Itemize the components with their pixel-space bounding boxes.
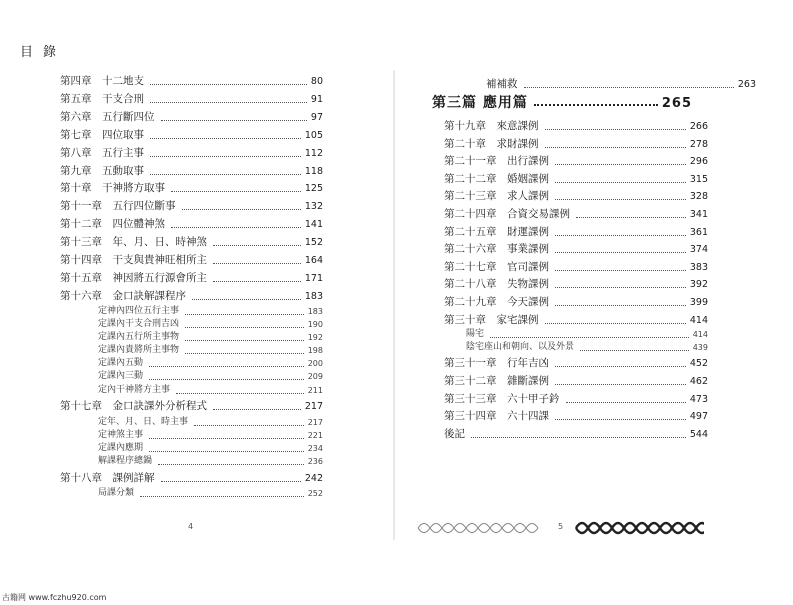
- entry-page: 209: [307, 372, 323, 382]
- entry-page: 152: [304, 237, 323, 249]
- entry-title: 第二十八章 失物課例: [444, 278, 549, 291]
- leader-dots: [555, 419, 686, 420]
- entry-title: 定神煞主事: [98, 429, 144, 440]
- toc-entry: [60, 472, 323, 485]
- entry-title: 第三十三章 六十甲子鈐: [444, 392, 560, 405]
- leader-dots: [555, 305, 686, 306]
- toc-subentry: [98, 416, 323, 429]
- entry-page: 361: [689, 226, 708, 238]
- entry-title: 陰宅座山和朝向、以及外景: [466, 341, 575, 352]
- leader-dots: [545, 147, 686, 148]
- toc-entry: [60, 236, 323, 249]
- entry-page: 278: [689, 138, 708, 150]
- leader-dots: [185, 340, 304, 341]
- entry-title: 第七章 四位取事: [60, 128, 144, 141]
- toc-header: 目錄: [20, 45, 67, 60]
- entry-title: 第三十二章 雜斷課例: [444, 375, 549, 387]
- leader-dots: [149, 379, 304, 380]
- leader-dots: [580, 350, 689, 351]
- entry-page: 497: [689, 411, 708, 423]
- entry-title: 解課程序總鍋: [98, 455, 153, 466]
- entry-page: 200: [307, 359, 323, 369]
- entry-title: 第六章 五行斷四位: [60, 110, 155, 123]
- toc-entry: [444, 296, 708, 309]
- toc-entry: [60, 93, 323, 106]
- leader-dots: [555, 252, 686, 253]
- entry-title: 第十六章 金口訣解課程序: [60, 289, 186, 302]
- toc-entry: [444, 173, 708, 186]
- leader-dots: [555, 199, 686, 200]
- entry-page: 91: [310, 93, 323, 105]
- leader-dots: [524, 87, 734, 88]
- entry-page: 341: [689, 209, 708, 220]
- leader-dots: [161, 120, 307, 121]
- entry-page: 192: [307, 333, 323, 343]
- entry-title: 定課內應期: [98, 442, 144, 453]
- entry-title: 後記: [444, 427, 465, 440]
- entry-page: 183: [304, 290, 323, 302]
- entry-title: 第三十章 家宅課例: [444, 313, 539, 326]
- entry-title: 第十四章 干支與貴神旺相所主: [60, 254, 207, 266]
- leader-dots: [149, 451, 304, 452]
- entry-title: 第十一章 五行四位斷事: [60, 200, 176, 213]
- part-heading: [432, 97, 692, 110]
- leader-dots: [150, 156, 301, 157]
- leader-dots: [555, 182, 686, 183]
- entry-title: 第十二章 四位體神煞: [60, 218, 165, 231]
- entry-page: 315: [689, 173, 708, 185]
- leader-dots: [192, 299, 301, 300]
- leader-dots: [149, 366, 304, 367]
- entry-title: 第三十一章 行年吉凶: [444, 357, 549, 370]
- toc-entry: [444, 393, 708, 406]
- toc-subentry: [98, 384, 323, 397]
- leader-dots: [471, 437, 686, 438]
- leader-dots: [213, 245, 301, 246]
- toc-entry: [444, 138, 708, 151]
- entry-title: 定課內貴將所主事物: [98, 345, 180, 356]
- toc-subentry: [98, 487, 323, 500]
- leader-dots: [176, 393, 304, 394]
- leader-dots: [150, 174, 301, 175]
- entry-page: 392: [689, 279, 708, 291]
- toc-subentry: [98, 442, 323, 455]
- toc-subentry: [98, 357, 323, 370]
- toc-entry: [444, 243, 708, 256]
- entry-title: 定年、月、日、時主事: [98, 416, 189, 427]
- entry-title: 第二十四章 合資交易課例: [444, 208, 570, 220]
- toc-entry: [60, 111, 323, 124]
- entry-page: 399: [689, 297, 708, 308]
- entry-page: 198: [307, 346, 323, 356]
- entry-page: 439: [692, 342, 708, 352]
- toc-subentry: [466, 328, 708, 341]
- entry-page: 252: [307, 488, 323, 498]
- entry-page: 125: [304, 183, 323, 195]
- leader-dots: [150, 84, 307, 85]
- entry-title: 定課內五動: [98, 358, 144, 369]
- entry-title: 第五章 干支合刑: [60, 92, 144, 105]
- right-page: [396, 0, 793, 605]
- leader-dots: [555, 164, 686, 165]
- toc-entry: [60, 218, 323, 231]
- ornament-band-right: [574, 514, 704, 542]
- toc-subentry: [98, 305, 323, 318]
- toc-entry: [60, 254, 323, 267]
- entry-page: 383: [689, 261, 708, 273]
- leader-dots: [150, 102, 307, 103]
- entry-title: 第二十五章 財運課例: [444, 225, 549, 238]
- entry-page: 234: [307, 443, 323, 453]
- toc-entry: [444, 278, 708, 291]
- entry-page: 473: [689, 393, 708, 405]
- page-gutter: [393, 70, 395, 540]
- entry-page: 374: [689, 244, 708, 256]
- toc-entry: [444, 410, 708, 423]
- entry-page: 296: [689, 156, 708, 168]
- toc-subentry: [466, 341, 708, 354]
- leader-dots: [555, 270, 686, 271]
- leader-dots: [149, 438, 304, 439]
- ornament-band-left: [416, 514, 539, 542]
- toc-entry: [60, 272, 323, 285]
- toc-entry: [60, 400, 323, 413]
- entry-title: 第二十一章 出行課例: [444, 155, 549, 168]
- toc-subentry: [98, 318, 323, 331]
- leader-dots: [158, 464, 304, 465]
- leader-dots: [185, 353, 304, 354]
- leader-dots: [213, 281, 301, 282]
- entry-page: 171: [304, 272, 323, 284]
- entry-page: 164: [304, 255, 323, 266]
- leader-dots: [490, 337, 689, 338]
- part-title: 第三篇 應用篇: [432, 95, 528, 111]
- leader-dots: [555, 235, 686, 236]
- entry-page: 462: [689, 376, 708, 387]
- entry-title: 第三十四章 六十四課: [444, 410, 549, 423]
- toc-entry: [444, 314, 708, 327]
- leader-dots: [171, 227, 301, 228]
- site-footer: 古籍网 www.fczhu920.com: [2, 593, 107, 602]
- leader-dots: [140, 496, 304, 497]
- leader-dots: [555, 384, 686, 385]
- toc-entry: [60, 147, 323, 160]
- entry-page: 97: [310, 111, 323, 123]
- entry-page: 242: [304, 472, 323, 484]
- leader-dots: [545, 323, 686, 324]
- toc-entry: [444, 375, 708, 388]
- entry-title: 陽宅: [466, 329, 485, 340]
- entry-title: 第十八章 課例詳解: [60, 471, 155, 484]
- toc-entry: [60, 290, 323, 303]
- toc-entry: [444, 357, 708, 370]
- leader-dots: [555, 366, 686, 367]
- entry-page: 414: [692, 330, 708, 340]
- entry-title: 第八章 五行主事: [60, 146, 144, 159]
- entry-title: 第十三章 年、月、日、時神煞: [60, 236, 207, 249]
- leader-dots: [182, 209, 301, 210]
- toc-subentry: [98, 429, 323, 442]
- entry-title: 第十章 干神將方取事: [60, 182, 165, 195]
- toc-subentry: [98, 370, 323, 383]
- entry-title: 第二十二章 婚姻課例: [444, 172, 549, 185]
- entry-page: 105: [304, 129, 323, 141]
- leader-dots: [150, 138, 301, 139]
- entry-page: 263: [737, 79, 756, 90]
- right-page-number: 5: [558, 522, 564, 531]
- entry-title: 第四章 十二地支: [60, 75, 144, 87]
- entry-page: 112: [304, 147, 323, 159]
- entry-title: 定內干神將方主事: [98, 384, 171, 395]
- entry-page: 132: [304, 201, 323, 213]
- entry-page: 211: [307, 385, 323, 395]
- toc-entry: [60, 129, 323, 142]
- entry-title: 第十九章 來意課例: [444, 120, 539, 132]
- leader-dots: [534, 104, 658, 106]
- entry-title: 第二十七章 官司課例: [444, 260, 549, 273]
- entry-title: 補補救: [486, 78, 518, 90]
- entry-page: 452: [689, 358, 708, 370]
- leader-dots: [555, 287, 686, 288]
- entry-title: 第二十九章 今天課例: [444, 296, 549, 308]
- leader-dots: [171, 191, 301, 192]
- entry-page: 414: [689, 314, 708, 326]
- left-page: [0, 0, 396, 605]
- leader-dots: [185, 327, 304, 328]
- toc-entry: [60, 200, 323, 213]
- toc-entry: [444, 155, 708, 168]
- entry-title: 第二十六章 事業課例: [444, 243, 549, 256]
- toc-entry: [60, 182, 323, 195]
- entry-page: 236: [307, 456, 323, 466]
- toc-subentry: [98, 344, 323, 357]
- entry-page: 183: [307, 306, 323, 316]
- leader-dots: [161, 481, 301, 482]
- entry-page: 544: [689, 428, 708, 440]
- entry-page: 80: [310, 76, 323, 87]
- toc-entry: [60, 75, 323, 88]
- leader-dots: [213, 409, 301, 410]
- leader-dots: [194, 425, 304, 426]
- entry-title: 第二十三章 求人課例: [444, 190, 549, 203]
- entry-page: 221: [307, 430, 323, 440]
- entry-title: 第十七章 金口訣課外分析程式: [60, 400, 207, 413]
- toc-entry: [444, 226, 708, 239]
- entry-page: 266: [689, 121, 708, 132]
- leader-dots: [185, 314, 304, 315]
- toc-entry: [444, 428, 708, 441]
- leader-dots: [213, 263, 301, 264]
- entry-page: 190: [307, 320, 323, 329]
- toc-entry: [444, 208, 708, 221]
- leader-dots: [576, 217, 686, 218]
- leader-dots: [545, 129, 686, 130]
- toc-subentry: [98, 331, 323, 344]
- entry-title: 第二十章 求財課例: [444, 137, 539, 150]
- part-page: 265: [661, 96, 692, 111]
- leader-dots: [566, 402, 686, 403]
- entry-page: 217: [304, 401, 323, 413]
- entry-title: 第九章 五動取事: [60, 164, 144, 177]
- left-page-number: 4: [188, 522, 194, 531]
- toc-entry: [444, 261, 708, 274]
- right-top-entry: [486, 78, 756, 91]
- entry-page: 118: [304, 165, 323, 177]
- entry-title: 定課內干支合刑吉凶: [98, 319, 180, 329]
- entry-page: 217: [307, 417, 323, 427]
- entry-title: 局課分類: [98, 487, 135, 498]
- entry-title: 定課內三動: [98, 371, 144, 382]
- toc-subentry: [98, 455, 323, 468]
- entry-page: 328: [689, 191, 708, 203]
- toc-entry: [444, 120, 708, 133]
- entry-title: 定課內五行所主事物: [98, 332, 180, 343]
- toc-entry: [60, 165, 323, 178]
- entry-title: 定神內四位五行主事: [98, 305, 180, 316]
- entry-title: 第十五章 神因將五行源會所主: [60, 271, 207, 284]
- toc-entry: [444, 190, 708, 203]
- entry-page: 141: [304, 219, 323, 231]
